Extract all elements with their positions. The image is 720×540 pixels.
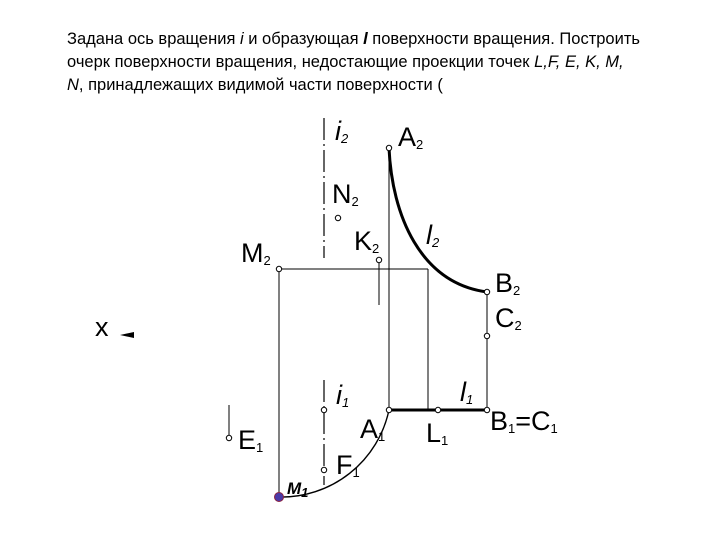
label-i2: i2 [335, 116, 349, 146]
label-m1: M1 [287, 479, 309, 500]
point-n2 [335, 215, 340, 220]
label-c2: C2 [495, 303, 522, 333]
label-a2: A2 [398, 122, 424, 152]
point-m1 [275, 493, 284, 502]
point-b1 [484, 407, 489, 412]
label-k2: K2 [354, 226, 380, 256]
label-m2: M2 [241, 238, 271, 268]
generatrix-l2-curve [389, 148, 487, 292]
label-f1: F1 [336, 450, 360, 480]
point-a2 [386, 145, 391, 150]
point-a1 [386, 407, 391, 412]
task-line-2: очерк поверхности вращения, недостающие проекции точек L,F, E, K, M, [67, 53, 624, 71]
label-l1: l1 [460, 377, 474, 407]
point-f1 [321, 467, 326, 472]
label-i1: i1 [336, 380, 350, 410]
point-i1 [321, 407, 326, 412]
point-l1 [435, 407, 440, 412]
label-b2: B2 [495, 268, 521, 298]
label-n2: N2 [332, 179, 359, 209]
label-b1-c1: B1=C1 [490, 406, 558, 436]
x-axis-arrow-icon [120, 332, 134, 338]
label-l2: l2 [426, 220, 440, 250]
point-k2 [376, 257, 381, 262]
task-line-3: N, принадлежащих видимой части поверхности ( [67, 76, 443, 94]
label-x-axis: x [95, 312, 109, 342]
point-e1 [226, 435, 231, 440]
label-e1: E1 [238, 425, 264, 455]
label-a1: A1 [360, 414, 386, 444]
point-c2 [484, 333, 489, 338]
task-line-1: Задана ось вращения i и образующая l поверхности вращения. Построить [67, 30, 640, 48]
point-m2 [276, 266, 281, 271]
point-b2 [484, 289, 489, 294]
label-l1-point: L1 [426, 418, 449, 448]
